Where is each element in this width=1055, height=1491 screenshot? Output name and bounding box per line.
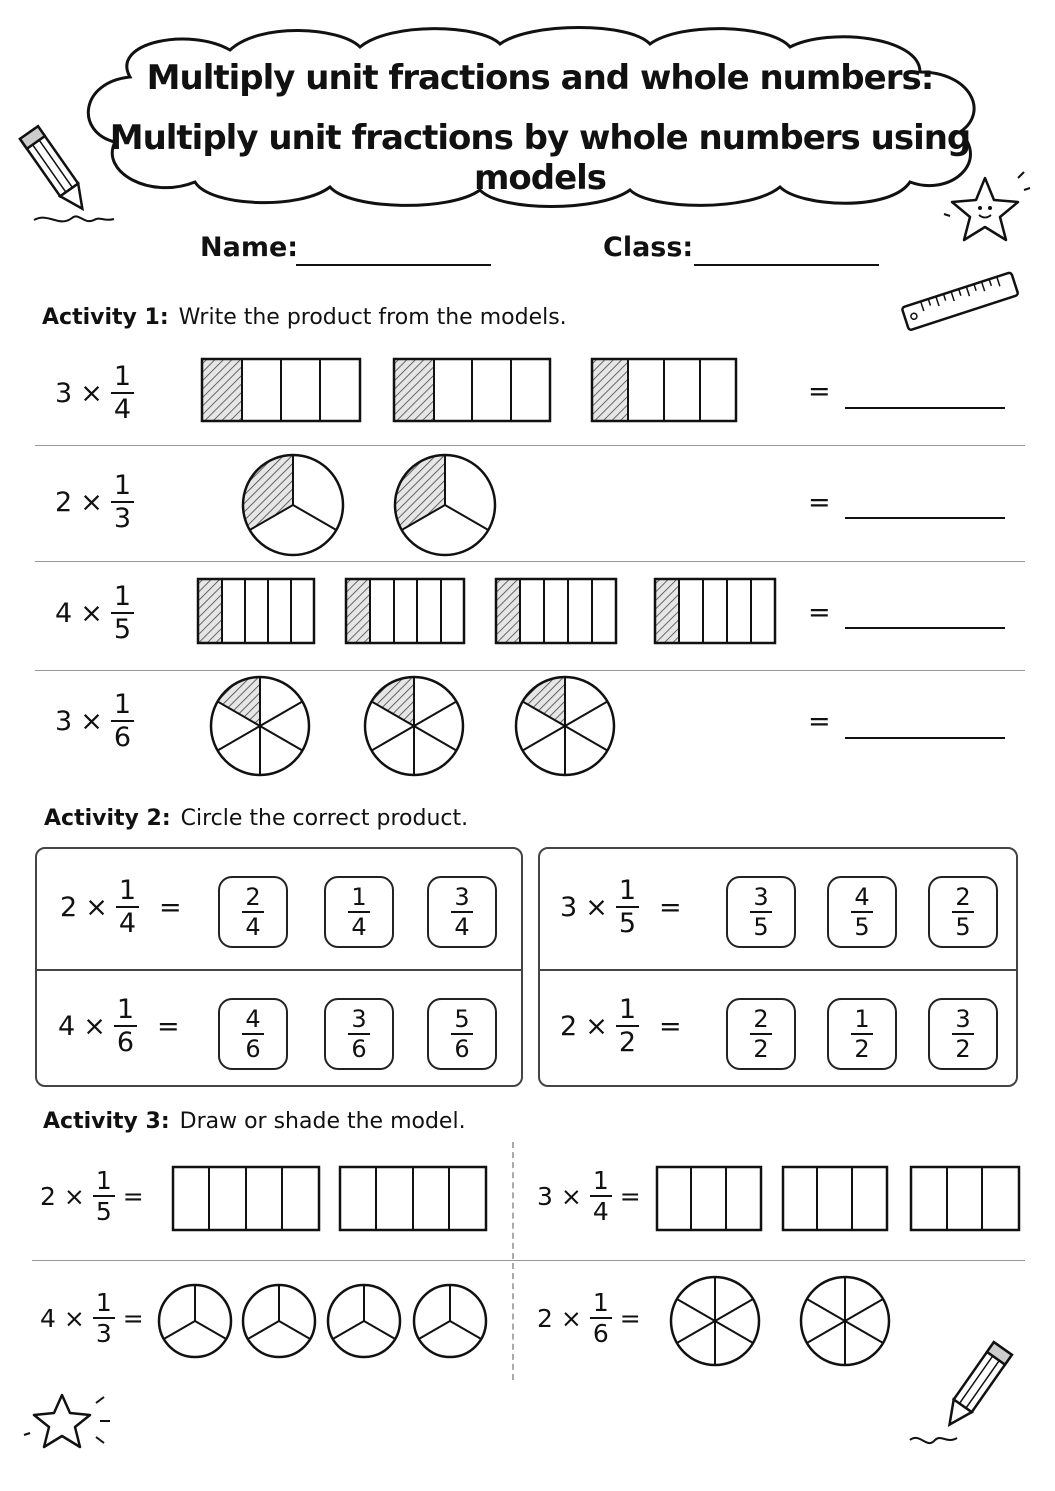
option-fraction: [348, 1007, 369, 1061]
numerator: 1: [111, 363, 134, 394]
activity-3-label: Activity 3:: [43, 1109, 170, 1134]
whole-number: 2: [537, 1303, 553, 1333]
denominator: 6: [245, 1035, 261, 1063]
fraction-bar: [198, 579, 314, 643]
empty-fraction-bar[interactable]: [657, 1167, 761, 1230]
denominator: 4: [245, 913, 261, 941]
answer-option[interactable]: [726, 998, 796, 1070]
numerator: 5: [451, 1007, 472, 1035]
numerator: 1: [616, 996, 639, 1027]
option-fraction: [750, 885, 771, 939]
times-sign: ×: [63, 1303, 85, 1333]
numerator: 3: [451, 885, 472, 913]
empty-fraction-bar[interactable]: [340, 1167, 486, 1230]
answer-option[interactable]: [827, 876, 897, 948]
a3-expression-1: [40, 1168, 152, 1224]
times-sign: ×: [80, 377, 103, 409]
a1-circle-model-4: [208, 674, 618, 778]
denominator: 4: [351, 913, 367, 941]
empty-fraction-bar[interactable]: [783, 1167, 887, 1230]
equals-sign: =: [122, 1303, 144, 1333]
equals-sign: =: [659, 891, 682, 923]
answer-option[interactable]: [928, 998, 998, 1070]
times-sign: ×: [585, 891, 608, 923]
denominator: 2: [753, 1035, 769, 1063]
whole-number: 2: [560, 1010, 578, 1042]
fraction-circle: [395, 455, 495, 555]
fraction-bar: [496, 579, 616, 643]
numerator: 2: [952, 885, 973, 913]
activity-2-instruction: Circle the correct product.: [180, 806, 469, 831]
a2-expression-4: [560, 996, 690, 1056]
fraction-bar: [346, 579, 464, 643]
a1-expression-4: [55, 691, 134, 751]
option-fraction: [451, 1007, 472, 1061]
a3-circle-model-3[interactable]: [158, 1281, 493, 1361]
a2-expression-1: [60, 877, 190, 937]
column-divider: [512, 1142, 514, 1380]
denominator: 6: [351, 1035, 367, 1063]
divider: [37, 969, 521, 971]
empty-fraction-bar[interactable]: [173, 1167, 319, 1230]
whole-number: 4: [55, 597, 73, 629]
numerator: 3: [952, 1007, 973, 1035]
fraction-bar: [592, 359, 736, 421]
activity-1-label: Activity 1:: [42, 305, 169, 330]
numerator: 1: [616, 877, 639, 908]
whole-number: 2: [60, 891, 78, 923]
a3-expression-2: [537, 1168, 649, 1224]
numerator: 4: [851, 885, 872, 913]
equals-sign: =: [808, 597, 831, 628]
answer-option[interactable]: [324, 998, 394, 1070]
fraction-circle: [516, 676, 614, 775]
numerator: 1: [111, 583, 134, 614]
denominator: 2: [854, 1035, 870, 1063]
answer-option[interactable]: [928, 876, 998, 948]
times-sign: ×: [83, 1010, 106, 1042]
unit-fraction: [111, 363, 134, 423]
times-sign: ×: [80, 597, 103, 629]
unit-fraction: [93, 1290, 115, 1346]
fraction-circle: [211, 676, 309, 775]
a3-bar-model-2[interactable]: [655, 1165, 1023, 1233]
a1-bar-model-1: [200, 357, 740, 423]
whole-number: 3: [55, 377, 73, 409]
pencil-icon: [14, 120, 124, 230]
numerator: 1: [851, 1007, 872, 1035]
a3-expression-3: [40, 1290, 152, 1346]
denominator: 3: [95, 1319, 112, 1348]
empty-fraction-circle[interactable]: [159, 1285, 231, 1357]
answer-field[interactable]: [845, 737, 1005, 739]
times-sign: ×: [560, 1303, 582, 1333]
a2-expression-3: [58, 996, 188, 1056]
answer-option[interactable]: [427, 876, 497, 948]
activity-2-heading: [44, 806, 468, 831]
a3-bar-model-1[interactable]: [171, 1165, 491, 1233]
whole-number: 2: [40, 1181, 56, 1211]
option-fraction: [952, 1007, 973, 1061]
numerator: 2: [242, 885, 263, 913]
a3-circle-model-4[interactable]: [668, 1276, 898, 1368]
fraction-bar: [655, 579, 775, 643]
numerator: 1: [114, 996, 137, 1027]
denominator: 5: [854, 913, 870, 941]
pencil-icon: [905, 1340, 1035, 1460]
option-fraction: [750, 1007, 771, 1061]
times-sign: ×: [80, 486, 103, 518]
empty-fraction-circle[interactable]: [243, 1285, 315, 1357]
option-fraction: [242, 1007, 263, 1061]
numerator: 1: [93, 1290, 115, 1319]
option-fraction: [242, 885, 263, 939]
numerator: 2: [750, 1007, 771, 1035]
activity-3-heading: [43, 1109, 466, 1134]
ruler-icon: [898, 268, 1023, 338]
whole-number: 3: [55, 705, 73, 737]
equals-sign: =: [619, 1303, 641, 1333]
divider: [35, 445, 1025, 446]
denominator: 5: [618, 908, 636, 939]
denominator: 4: [113, 394, 131, 425]
unit-fraction: [616, 877, 639, 937]
unit-fraction: [111, 583, 134, 643]
denominator: 5: [95, 1197, 112, 1226]
unit-fraction: [590, 1290, 612, 1346]
name-label: Name:: [200, 232, 299, 263]
activity-3-instruction: Draw or shade the model.: [179, 1109, 466, 1134]
a2-expression-2: [560, 877, 690, 937]
unit-fraction: [114, 996, 137, 1056]
unit-fraction: [590, 1168, 612, 1224]
denominator: 4: [454, 913, 470, 941]
equals-sign: =: [808, 487, 831, 518]
empty-fraction-bar[interactable]: [911, 1167, 1019, 1230]
denominator: 4: [118, 908, 136, 939]
answer-option[interactable]: [324, 876, 394, 948]
divider: [32, 1260, 1025, 1261]
denominator: 5: [113, 614, 131, 645]
equals-sign: =: [157, 1010, 180, 1042]
title-line-2: Multiply unit fractions by whole numbers using models: [109, 118, 971, 198]
numerator: 1: [590, 1290, 612, 1319]
numerator: 1: [111, 472, 134, 503]
numerator: 4: [242, 1007, 263, 1035]
option-fraction: [851, 885, 872, 939]
a1-expression-1: [55, 363, 134, 423]
whole-number: 3: [560, 891, 578, 923]
answer-field[interactable]: [845, 407, 1005, 409]
numerator: 1: [116, 877, 139, 908]
fraction-bar: [394, 359, 550, 421]
a3-expression-4: [537, 1290, 649, 1346]
fraction-bar: [202, 359, 360, 421]
divider: [540, 969, 1016, 971]
numerator: 1: [590, 1168, 612, 1197]
numerator: 1: [93, 1168, 115, 1197]
name-field[interactable]: [296, 264, 491, 266]
fraction-circle: [243, 455, 343, 555]
whole-number: 4: [40, 1303, 56, 1333]
activity-1-instruction: Write the product from the models.: [178, 305, 567, 330]
times-sign: ×: [585, 1010, 608, 1042]
answer-field[interactable]: [845, 517, 1005, 519]
answer-option[interactable]: [218, 876, 288, 948]
unit-fraction: [93, 1168, 115, 1224]
class-field[interactable]: [694, 264, 879, 266]
answer-option[interactable]: [726, 876, 796, 948]
a1-circle-model-2: [240, 452, 500, 558]
star-icon: [20, 1385, 115, 1455]
option-fraction: [952, 885, 973, 939]
denominator: 6: [592, 1319, 609, 1348]
denominator: 5: [955, 913, 971, 941]
unit-fraction: [116, 877, 139, 937]
unit-fraction: [111, 472, 134, 532]
numerator: 1: [348, 885, 369, 913]
activity-2-label: Activity 2:: [44, 806, 171, 831]
title-line-1: Multiply unit fractions and whole numbers:: [146, 58, 934, 98]
empty-fraction-circle[interactable]: [328, 1285, 400, 1357]
equals-sign: =: [659, 1010, 682, 1042]
numerator: 3: [750, 885, 771, 913]
times-sign: ×: [80, 705, 103, 737]
answer-option[interactable]: [218, 998, 288, 1070]
answer-option[interactable]: [427, 998, 497, 1070]
divider: [35, 670, 1025, 671]
empty-fraction-circle[interactable]: [414, 1285, 486, 1357]
denominator: 2: [618, 1027, 636, 1058]
times-sign: ×: [85, 891, 108, 923]
class-label: Class:: [603, 232, 694, 263]
option-fraction: [348, 885, 369, 939]
equals-sign: =: [808, 376, 831, 407]
answer-option[interactable]: [827, 998, 897, 1070]
option-fraction: [451, 885, 472, 939]
times-sign: ×: [63, 1181, 85, 1211]
option-fraction: [851, 1007, 872, 1061]
unit-fraction: [111, 691, 134, 751]
denominator: 5: [753, 913, 769, 941]
denominator: 6: [113, 722, 131, 753]
numerator: 1: [111, 691, 134, 722]
denominator: 3: [113, 503, 131, 534]
whole-number: 3: [537, 1181, 553, 1211]
equals-sign: =: [619, 1181, 641, 1211]
empty-fraction-circle[interactable]: [801, 1277, 889, 1365]
empty-fraction-circle[interactable]: [671, 1277, 759, 1365]
divider: [35, 561, 1025, 562]
unit-fraction: [616, 996, 639, 1056]
a1-bar-model-3: [196, 577, 786, 645]
a1-expression-2: [55, 472, 134, 532]
denominator: 2: [955, 1035, 971, 1063]
fraction-circle: [365, 676, 463, 775]
numerator: 3: [348, 1007, 369, 1035]
equals-sign: =: [159, 891, 182, 923]
star-icon: [940, 170, 1030, 250]
denominator: 4: [592, 1197, 609, 1226]
equals-sign: =: [122, 1181, 144, 1211]
equals-sign: =: [808, 706, 831, 737]
denominator: 6: [454, 1035, 470, 1063]
denominator: 6: [116, 1027, 134, 1058]
a1-expression-3: [55, 583, 134, 643]
whole-number: 4: [58, 1010, 76, 1042]
times-sign: ×: [560, 1181, 582, 1211]
activity-1-heading: [42, 305, 567, 330]
answer-field[interactable]: [845, 627, 1005, 629]
whole-number: 2: [55, 486, 73, 518]
